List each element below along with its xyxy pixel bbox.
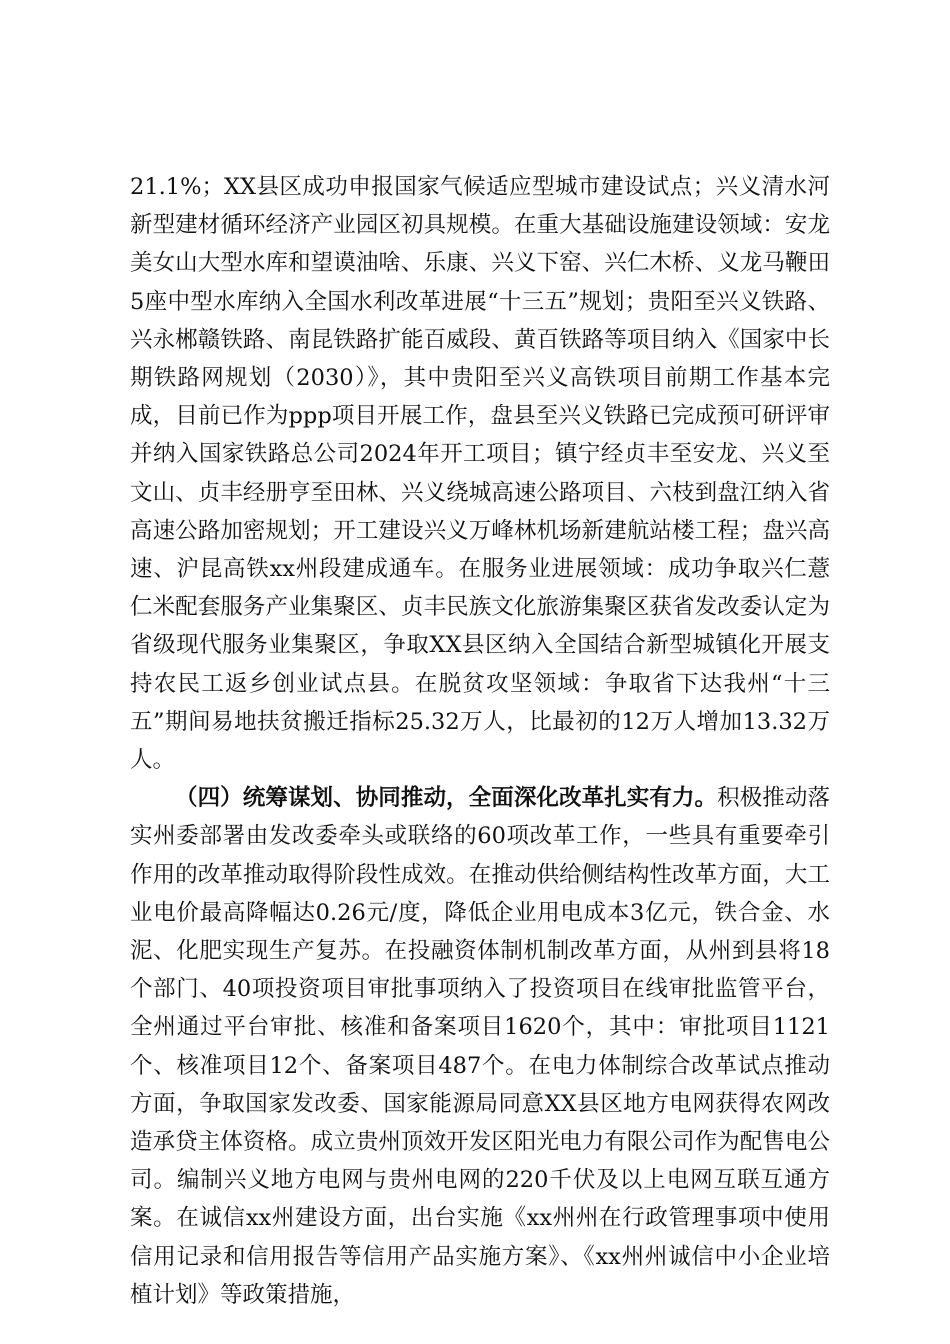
paragraph-infrastructure: 21.1%；XX县区成功申报国家气候适应型城市建设试点；兴义清水河新型建材循环经济产业园区初具规模。在重大基础设施建设领域：安龙美女山大型水库和望谟油啥、乐康、兴义下窑、兴仁木桥、义龙马鞭田5座中型水库纳入全国水利改革进展“十三五”规划；贵阳至兴义铁路、兴永郴赣铁路、南昆铁路扩能百威段、黄百铁路等项目纳入《国家中长期铁路网规划（2030）》，其中贵阳至兴义高铁项目前期工作基本完成，目前已作为ppp项目开展工作，盘县至兴义铁路已完成预可研评审并纳入国家铁路总公司2024年开工项目；镇宁经贞丰至安龙、兴义至文山、贞丰经册亨至田林、兴义绕城高速公路项目、六枝到盘江纳入省高速公路加密规划；开工建设兴义万峰林机场新建航站楼工程；盘兴高速、沪昆高铁xx州段建成通车。在服务业进展领域：成功争取兴仁薏仁米配套服务产业集聚区、贞丰民族文化旅游集聚区获省发改委认定为省级现代服务业集聚区，争取XX县区纳入全国结合新型城镇化开展支持农民工返乡创业试点县。在脱贫攻坚领域：争取省下达我州“十三五”期间易地扶贫搬迁指标25.32万人，比最初的12万人增加13.32万人。: [130, 174, 830, 774]
paragraph-reform: [130, 779, 830, 1314]
paragraph-reform-body: 积极推动落实州委部署由发改委牵头或联络的60项改革工作，一些具有重要牵引作用的改革推动取得阶段性成效。在推动供给侧结构性改革方面，大工业电价最高降幅达0.26元/度，降低企业用电成本3亿元，铁合金、水泥、化肥实现生产复苏。在投融资体制机制改革方面，从州到县将18个部门、40项投资项目审批事项纳入了投资项目在线审批监管平台，全州通过平台审批、核准和备案项目1620个，其中：审批项目1121个、核准项目12个、备案项目487个。在电力体制综合改革试点推动方面，争取国家发改委、国家能源局同意XX县区地方电网获得农网改造承贷主体资格。成立贵州顶效开发区阳光电力有限公司作为配售电公司。编制兴义地方电网与贵州电网的220千伏及以上电网互联互通方案。在诚信xx州建设方面，出台实施《xx州州在行政管理事项中使用信用记录和信用报告等信用产品实施方案》、《xx州州诚信中小企业培植计划》等政策措施，: [130, 785, 830, 1308]
section-heading-four: （四）统筹谋划、协同推动，全面深化改革扎实有力。: [175, 785, 718, 812]
document-body: [130, 168, 830, 1314]
